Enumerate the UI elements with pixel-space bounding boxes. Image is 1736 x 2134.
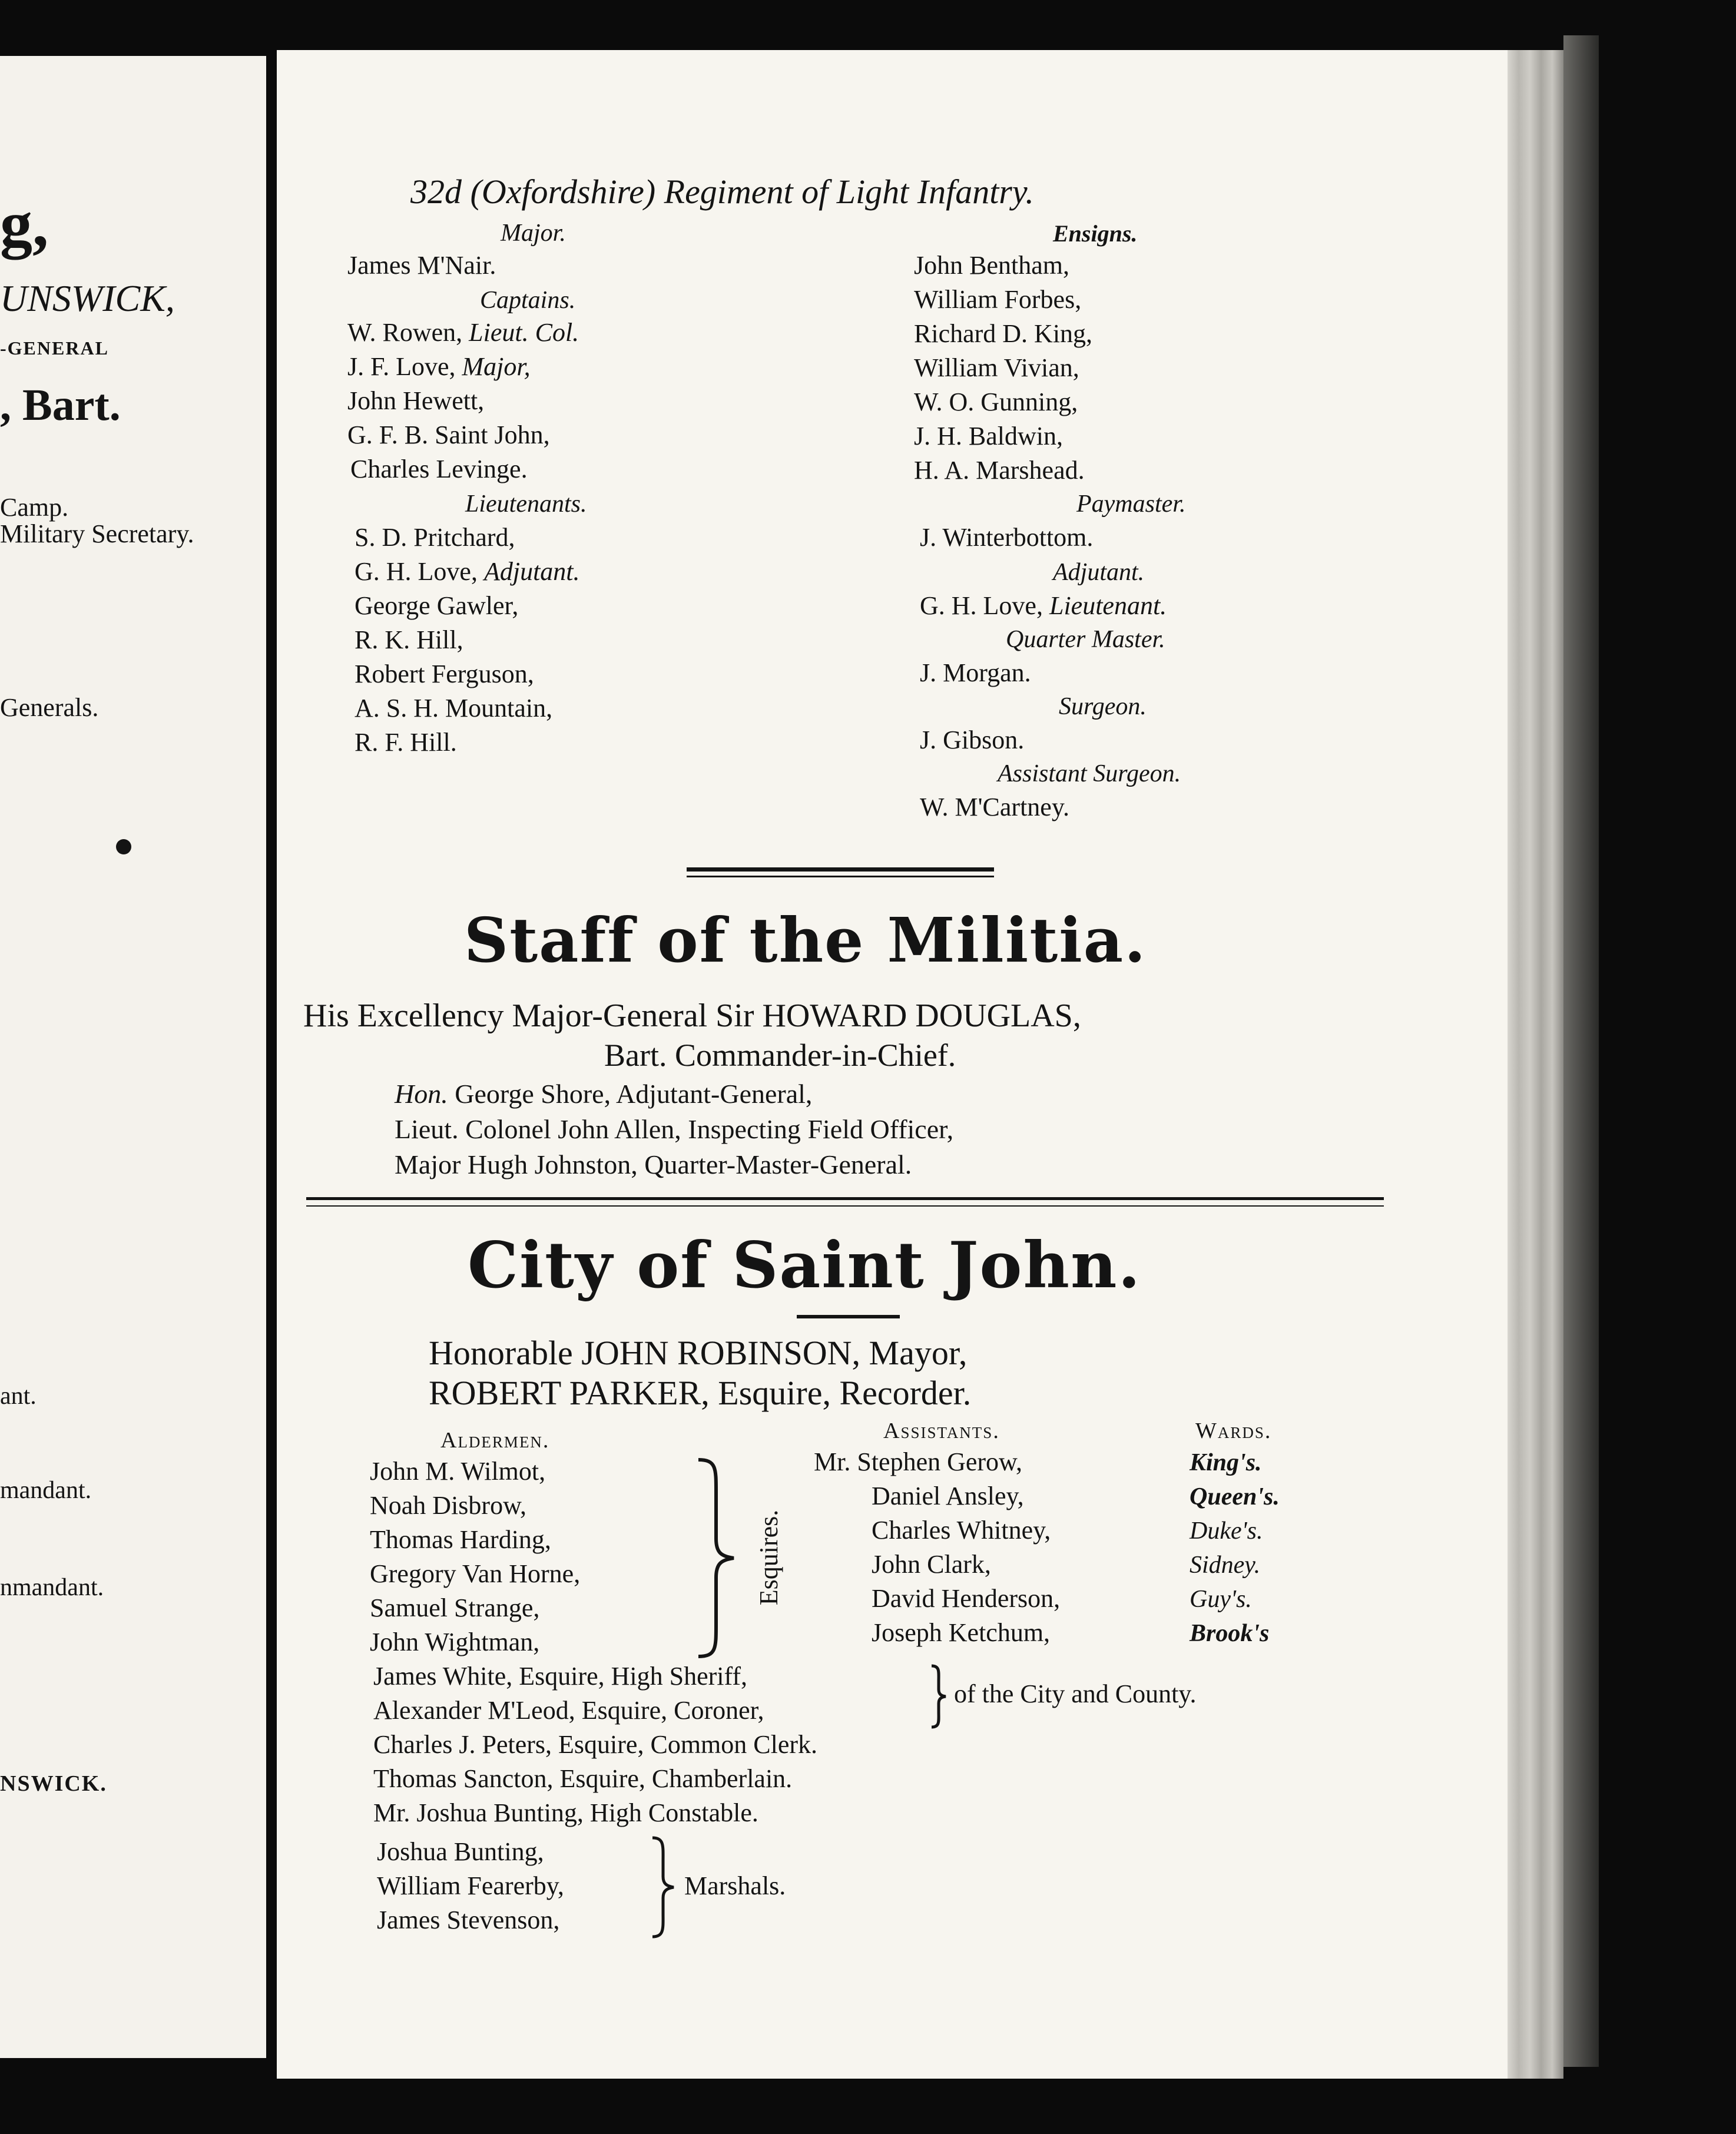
ward-entry: Sidney.: [1190, 1552, 1261, 1579]
ward-entry: Queen's.: [1190, 1483, 1280, 1510]
marshals-label: Marshals.: [684, 1871, 786, 1900]
marshals-brace: [647, 1834, 682, 1940]
assistants-heading: Assistants.: [883, 1419, 1000, 1443]
city-title: City of Saint John.: [468, 1228, 1142, 1303]
aldermen-brace: [693, 1456, 740, 1660]
esquires-label: Esquires.: [754, 1509, 783, 1606]
alderman-entry: Noah Disbrow,: [370, 1491, 526, 1520]
aldermen-heading: Aldermen.: [440, 1428, 550, 1453]
marshal-entry: William Fearerby,: [377, 1871, 564, 1900]
left-fragment: Generals.: [0, 693, 99, 722]
section-divider: [306, 1197, 1384, 1200]
section-divider: [687, 876, 994, 877]
left-fragment: NSWICK.: [0, 1771, 107, 1796]
lieutenant-entry: A. S. H. Mountain,: [355, 694, 553, 723]
lieutenant-entry: R. K. Hill,: [355, 625, 463, 654]
alderman-entry: Thomas Harding,: [370, 1525, 551, 1554]
lieutenants-heading: Lieutenants.: [465, 491, 587, 518]
assistant-entry: Daniel Ansley,: [872, 1482, 1024, 1510]
book-spine-shadow: [1563, 35, 1599, 2067]
left-fragment: mandant.: [0, 1477, 92, 1504]
recorder-line: ROBERT PARKER, Esquire, Recorder.: [429, 1374, 972, 1412]
adjutant-heading: Adjutant.: [1053, 559, 1145, 586]
ensign-entry: J. H. Baldwin,: [914, 422, 1063, 450]
ward-entry: Duke's.: [1190, 1517, 1263, 1545]
title-underline: [797, 1315, 900, 1318]
ensign-entry: William Vivian,: [914, 353, 1079, 382]
alderman-entry: Samuel Strange,: [370, 1593, 540, 1622]
left-fragment: g,: [0, 188, 49, 260]
alderman-entry: John Wightman,: [370, 1628, 540, 1656]
section-divider: [306, 1205, 1384, 1207]
ink-dot: [116, 839, 131, 854]
captain-entry: John Hewett,: [347, 386, 485, 415]
captain-entry: G. F. B. Saint John,: [347, 420, 550, 449]
sheriff-line: James White, Esquire, High Sheriff,: [373, 1662, 748, 1691]
quartermaster-name: J. Morgan.: [920, 658, 1031, 687]
paymaster-heading: Paymaster.: [1076, 491, 1186, 518]
lieutenant-entry: G. H. Love, Adjutant.: [355, 557, 580, 586]
captain-entry: J. F. Love, Major,: [347, 352, 531, 381]
militia-commander-line1: His Excellency Major-General Sir HOWARD DOUGLAS,: [303, 998, 1081, 1034]
page-edge: [1508, 50, 1563, 2079]
militia-title: Staff of the Militia.: [464, 904, 1147, 976]
regiment-title: 32d (Oxfordshire) Regiment of Light Infantry.: [410, 173, 1034, 211]
ward-entry: King's.: [1190, 1449, 1262, 1476]
section-divider: [687, 867, 994, 872]
surgeon-heading: Surgeon.: [1059, 693, 1147, 720]
left-page: [0, 56, 266, 2058]
militia-staff-entry: Lieut. Colonel John Allen, Inspecting Field Officer,: [395, 1114, 954, 1144]
left-fragment: -GENERAL: [0, 337, 109, 359]
wards-heading: Wards.: [1195, 1419, 1272, 1443]
lieutenant-entry: Robert Ferguson,: [355, 660, 534, 688]
ward-entry: Guy's.: [1190, 1586, 1252, 1613]
captain-entry: Charles Levinge.: [350, 455, 528, 483]
militia-staff-entry: Hon. George Shore, Adjutant-General,: [395, 1079, 813, 1109]
major-heading: Major.: [501, 220, 566, 247]
city-county-label: of the City and County.: [954, 1679, 1197, 1708]
assistant-surgeon-heading: Assistant Surgeon.: [998, 760, 1181, 787]
left-fragment: Military Secretary.: [0, 519, 194, 548]
alderman-entry: John M. Wilmot,: [370, 1457, 546, 1486]
lieutenant-entry: R. F. Hill.: [355, 728, 457, 757]
left-fragment: Camp.: [0, 493, 69, 522]
marshal-entry: James Stevenson,: [377, 1906, 560, 1934]
main-page: [277, 50, 1508, 2079]
paymaster-name: J. Winterbottom.: [920, 523, 1094, 552]
alderman-entry: Gregory Van Horne,: [370, 1559, 581, 1588]
ensigns-heading: Ensigns.: [1053, 220, 1138, 247]
ensign-entry: H. A. Marshead.: [914, 456, 1085, 485]
marshal-entry: Joshua Bunting,: [377, 1837, 544, 1866]
assistant-surgeon-name: W. M'Cartney.: [920, 793, 1069, 821]
sheriff-coroner-brace: [926, 1664, 949, 1729]
assistant-entry: Mr. Stephen Gerow,: [814, 1447, 1022, 1476]
militia-staff-entry: Major Hugh Johnston, Quarter-Master-General.: [395, 1149, 912, 1179]
ward-entry: Brook's: [1190, 1620, 1270, 1647]
assistant-entry: Charles Whitney,: [872, 1516, 1051, 1545]
assistant-entry: David Henderson,: [872, 1584, 1061, 1613]
coroner-line: Alexander M'Leod, Esquire, Coroner,: [373, 1696, 764, 1725]
ensign-entry: W. O. Gunning,: [914, 387, 1078, 416]
left-fragment: , Bart.: [0, 380, 121, 430]
quartermaster-heading: Quarter Master.: [1006, 626, 1165, 653]
left-fragment: nmandant.: [0, 1574, 104, 1601]
captains-heading: Captains.: [480, 287, 576, 314]
adjutant-entry: G. H. Love, Lieutenant.: [920, 591, 1167, 620]
officer-entry: Mr. Joshua Bunting, High Constable.: [373, 1798, 758, 1827]
ensign-entry: William Forbes,: [914, 285, 1082, 314]
ensign-entry: Richard D. King,: [914, 319, 1093, 348]
left-fragment: ant.: [0, 1383, 37, 1410]
mayor-line: Honorable JOHN ROBINSON, Mayor,: [429, 1334, 968, 1372]
ensign-entry: John Bentham,: [914, 251, 1069, 280]
lieutenant-entry: George Gawler,: [355, 591, 519, 620]
lieutenant-entry: S. D. Pritchard,: [355, 523, 515, 552]
major-name: James M'Nair.: [347, 251, 496, 280]
officer-entry: Charles J. Peters, Esquire, Common Clerk.: [373, 1730, 818, 1759]
militia-commander-line2: Bart. Commander-in-Chief.: [604, 1038, 956, 1073]
officer-entry: Thomas Sancton, Esquire, Chamberlain.: [373, 1764, 793, 1793]
assistant-entry: Joseph Ketchum,: [872, 1618, 1051, 1647]
left-fragment: UNSWICK,: [0, 277, 175, 319]
assistant-entry: John Clark,: [872, 1550, 991, 1579]
captain-entry: W. Rowen, Lieut. Col.: [347, 318, 579, 347]
surgeon-name: J. Gibson.: [920, 725, 1025, 754]
